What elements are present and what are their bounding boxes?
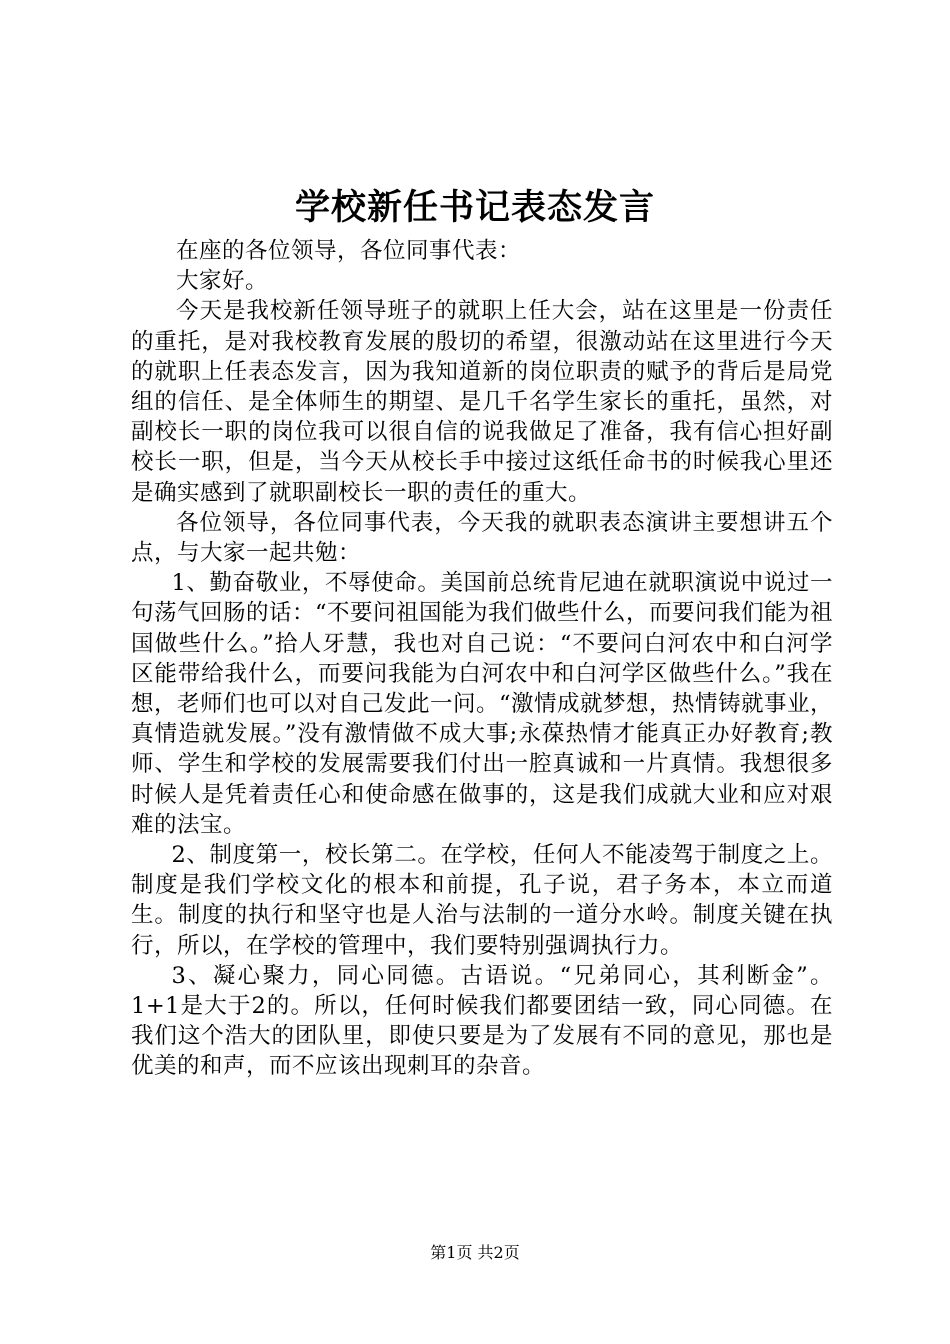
- point-paragraph: 2、制度第一，校长第二。在学校，任何人不能凌驾于制度之上。制度是我们学校文化的根本和前提，孔子说，君子务本，本立而道生。制度的执行和坚守也是人治与法制的一道分水岭。制度关键在执行，所以，在学校的管理中，我们要特别强调执行力。: [131, 842, 833, 959]
- page-number-footer: 第1页 共2页: [430, 1243, 520, 1262]
- body-paragraph: 各位领导，各位同事代表，今天我的就职表态演讲主要想讲五个点，与大家一起共勉：: [131, 509, 833, 567]
- greeting-paragraph: 大家好。: [176, 268, 269, 295]
- document-body: [131, 236, 833, 1082]
- body-paragraph: 今天是我校新任领导班子的就职上任大会，站在这里是一份责任的重托，是对我校教育发展的殷切的希望，很激动站在这里进行今天的就职上任表态发言，因为我知道新的岗位职责的赋予的背后是局党组的信任、是全体师生的期望、是几千名学生家长的重托，虽然，对副校长一职的岗位我可以很自信的说我做足了准备，我有信心担好副校长一职，但是，当今天从校长手中接过这纸任命书的时候我心里还是确实感到了就职副校长一职的责任的重大。: [131, 298, 833, 506]
- document-title: 学校新任书记表态发言: [294, 187, 655, 228]
- salutation-paragraph: 在座的各位领导，各位同事代表：: [176, 238, 522, 264]
- point-paragraph: 3、凝心聚力，同心同德。古语说。“兄弟同心，其利断金”。1+1是大于2的。所以，任何时候我们都要团结一致，同心同德。在我们这个浩大的团队里，即使只要是为了发展有不同的意见，那也是优美的和声，而不应该出现刺耳的杂音。: [131, 962, 833, 1080]
- point-paragraph: 1、勤奋敬业，不辱使命。美国前总统肯尼迪在就职演说中说过一句荡气回肠的话：“不要问祖国能为我们做些什么，而要问我们能为祖国做些什么。”拾人牙慧，我也对自己说：“不要问白河农中和白河学区能带给我什么，而要问我能为白河农中和白河学区做些什么。”我在想，老师们也可以对自己发此一问。“激情成就梦想，热情铸就事业，真情造就发展。”没有激情做不成大事;永葆热情才能真正办好教育;教师、学生和学校的发展需要我们付出一腔真诚和一片真情。我想很多时候人是凭着责任心和使命感在做事的，这是我们成就大业和应对艰难的法宝。: [131, 570, 834, 838]
